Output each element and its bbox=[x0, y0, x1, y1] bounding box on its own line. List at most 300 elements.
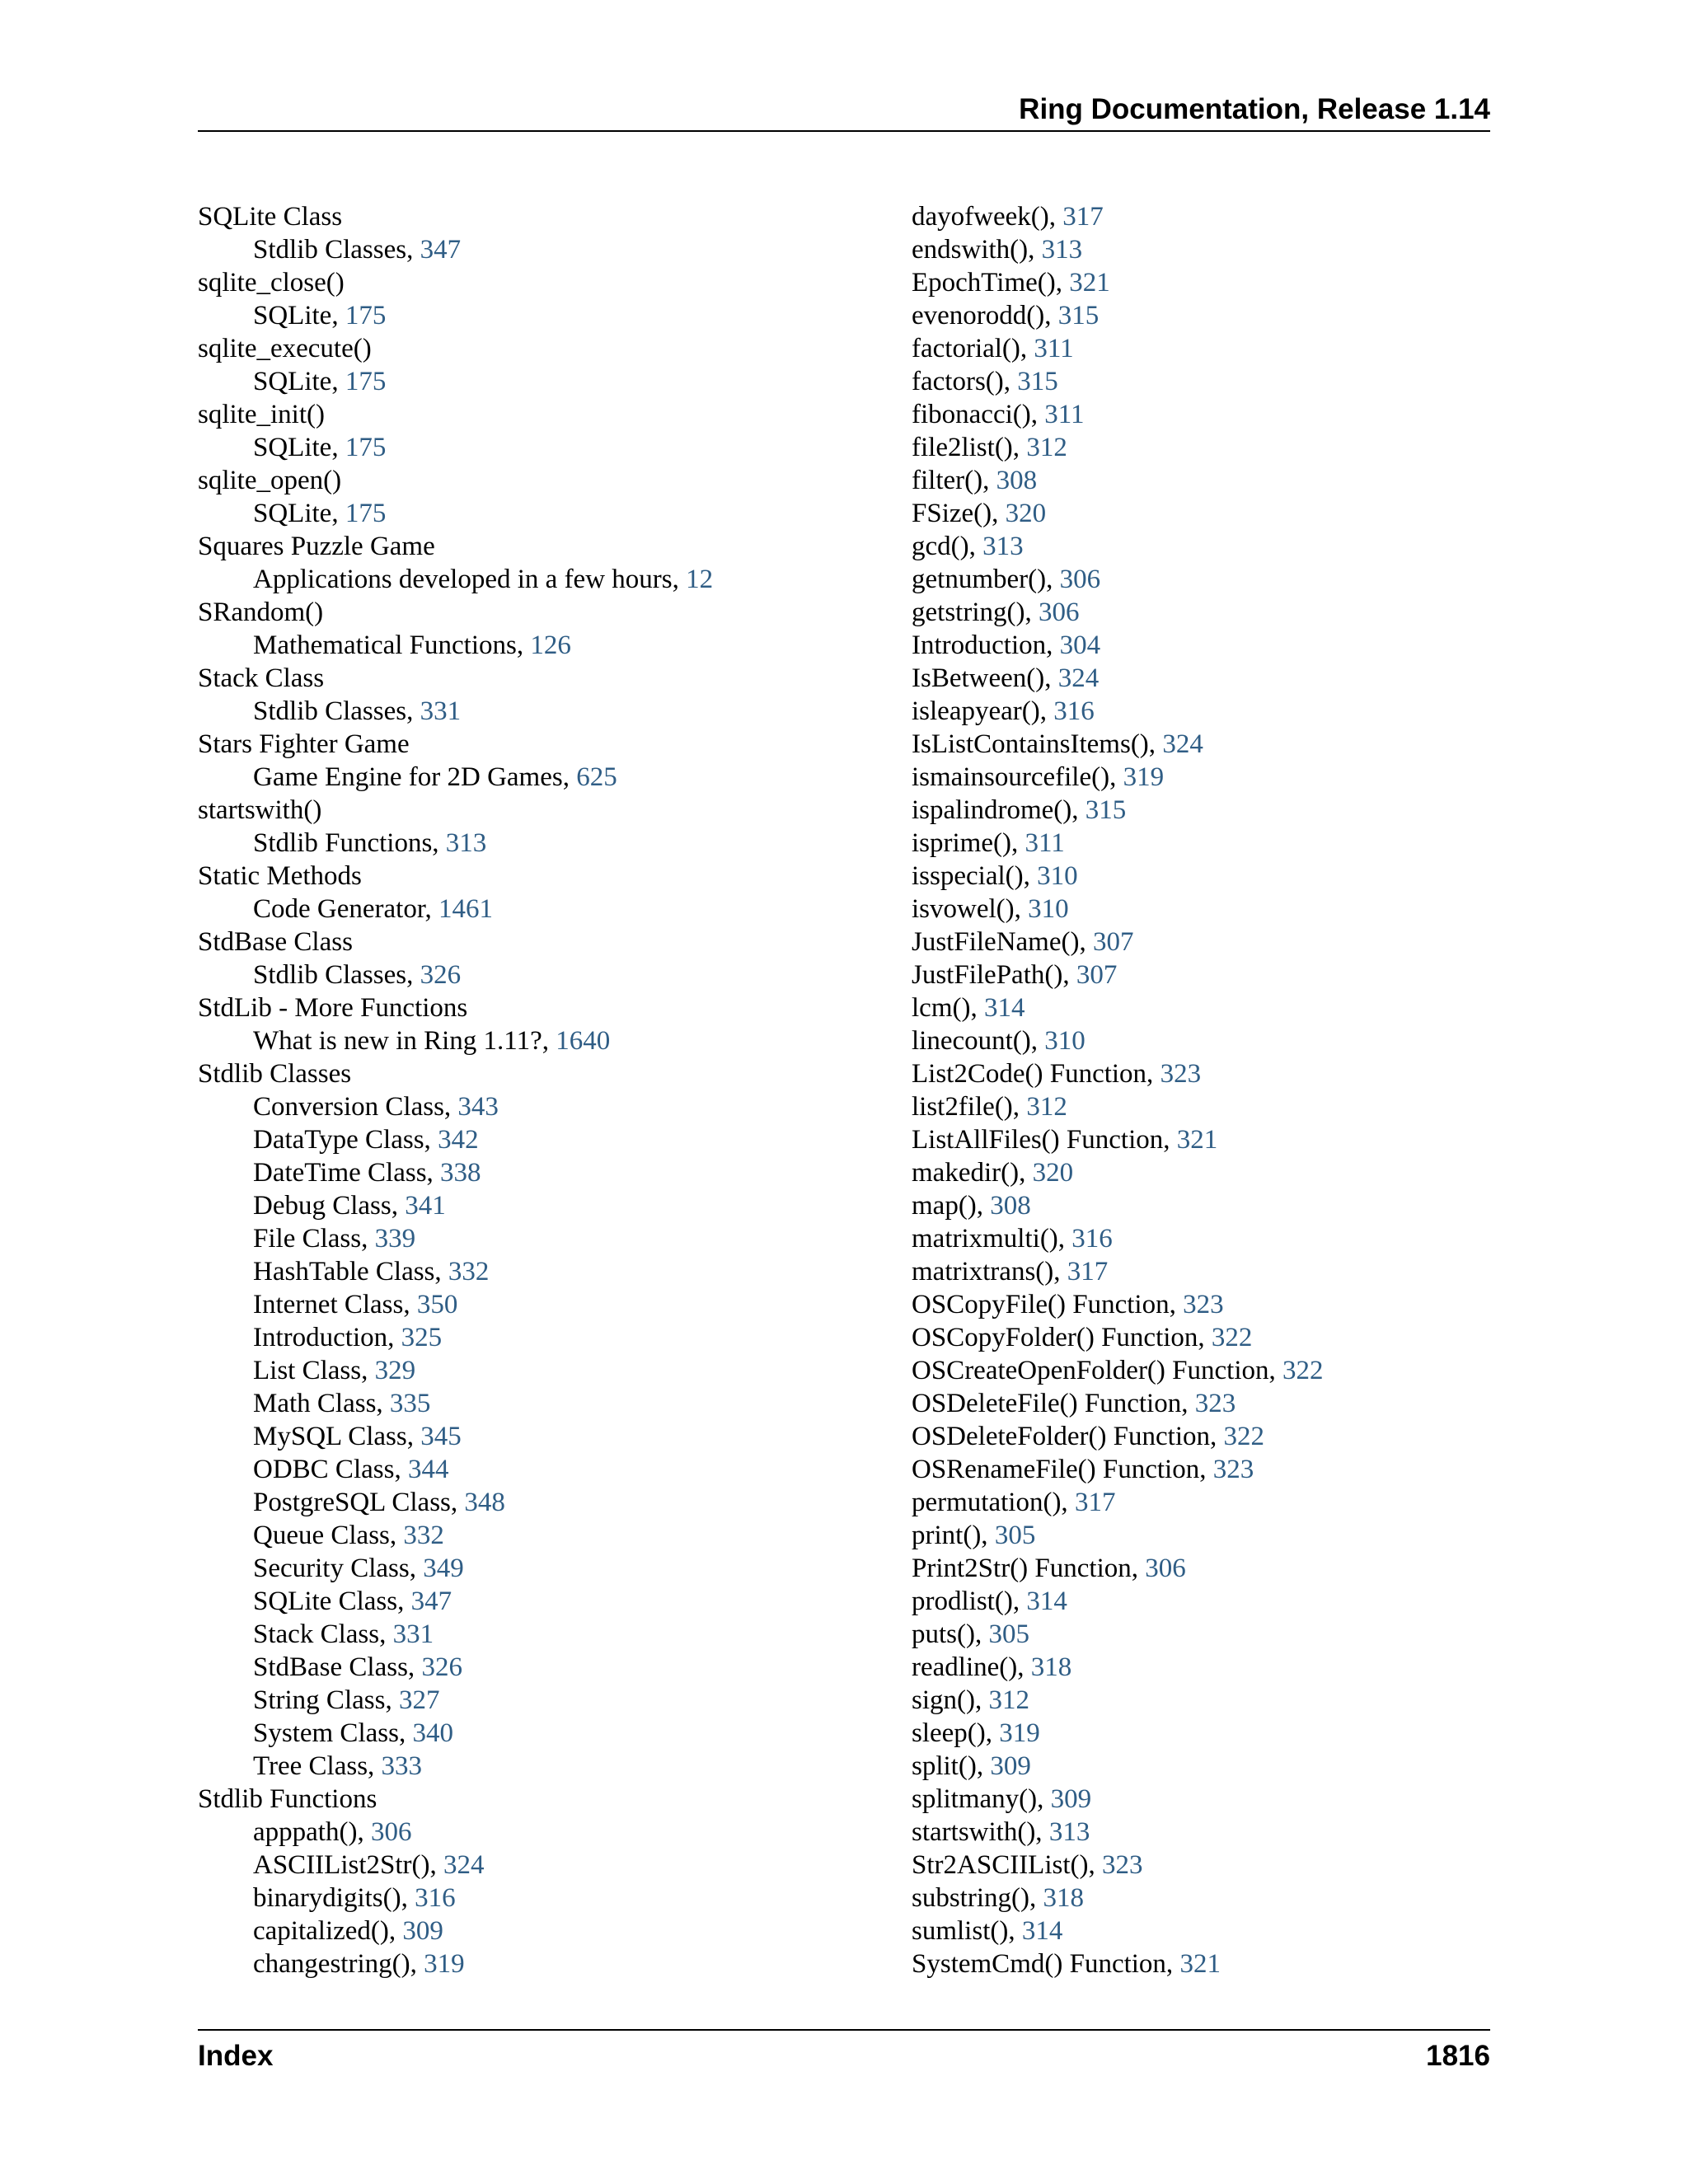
page-link[interactable]: 312 bbox=[1026, 433, 1067, 462]
index-entry bbox=[198, 266, 874, 299]
index-entry bbox=[912, 233, 1490, 266]
page-link[interactable]: 317 bbox=[1067, 1257, 1109, 1286]
page-link[interactable]: 307 bbox=[1076, 960, 1118, 990]
index-term: Internet Class, bbox=[253, 1290, 417, 1319]
index-entry bbox=[912, 893, 1490, 926]
index-entry bbox=[912, 1816, 1490, 1849]
page-link[interactable]: 311 bbox=[1034, 334, 1074, 363]
page-link[interactable]: 306 bbox=[370, 1817, 412, 1847]
index-term: isvowel(), bbox=[912, 894, 1029, 924]
index-term: Conversion Class, bbox=[253, 1092, 458, 1122]
page-link[interactable]: 308 bbox=[996, 466, 1038, 495]
index-subentry bbox=[198, 563, 874, 596]
page-link[interactable]: 326 bbox=[421, 1652, 462, 1682]
index-entry bbox=[912, 530, 1490, 563]
index-entry bbox=[912, 332, 1490, 365]
page-link[interactable]: 348 bbox=[464, 1488, 505, 1517]
index-term: lcm(), bbox=[912, 993, 984, 1023]
page-link[interactable]: 625 bbox=[576, 762, 617, 792]
index-term: OSCreateOpenFolder() Function, bbox=[912, 1356, 1282, 1385]
page-link[interactable]: 322 bbox=[1223, 1422, 1265, 1451]
page-link[interactable]: 308 bbox=[990, 1191, 1031, 1221]
index-entry bbox=[198, 398, 874, 431]
index-subentry bbox=[198, 233, 874, 266]
index-term: readline(), bbox=[912, 1652, 1031, 1682]
index-term: JustFileName(), bbox=[912, 927, 1093, 957]
page-link[interactable]: 310 bbox=[1044, 1026, 1085, 1056]
index-entry bbox=[198, 332, 874, 365]
index-term: ASCIIList2Str(), bbox=[253, 1850, 443, 1880]
document-header-title: Ring Documentation, Release 1.14 bbox=[1019, 93, 1490, 125]
index-term: list2file(), bbox=[912, 1092, 1027, 1122]
index-term: Security Class, bbox=[253, 1554, 424, 1583]
page-link[interactable]: 324 bbox=[1162, 729, 1203, 759]
index-term: sqlite_init() bbox=[198, 400, 325, 429]
page-link[interactable]: 332 bbox=[448, 1257, 490, 1286]
index-entry bbox=[912, 1255, 1490, 1288]
index-term: changestring(), bbox=[253, 1949, 424, 1979]
page-link[interactable]: 326 bbox=[420, 960, 462, 990]
index-term: matrixtrans(), bbox=[912, 1257, 1067, 1286]
page-link[interactable]: 319 bbox=[424, 1949, 465, 1979]
page-link[interactable]: 310 bbox=[1028, 894, 1069, 924]
page-link[interactable]: 320 bbox=[1032, 1158, 1074, 1188]
index-entry bbox=[912, 365, 1490, 398]
index-term: Introduction, bbox=[253, 1323, 401, 1352]
page-link[interactable]: 321 bbox=[1179, 1949, 1221, 1979]
page-link[interactable]: 344 bbox=[407, 1455, 449, 1484]
index-subentry bbox=[198, 958, 874, 991]
index-entry bbox=[198, 530, 874, 563]
index-entry bbox=[912, 1651, 1490, 1684]
index-entry bbox=[912, 1354, 1490, 1387]
index-term: StdBase Class, bbox=[253, 1652, 422, 1682]
index-entry bbox=[912, 1717, 1490, 1750]
page-link[interactable]: 311 bbox=[1044, 400, 1085, 429]
page-link[interactable]: 321 bbox=[1176, 1125, 1218, 1155]
index-subentry bbox=[198, 1882, 874, 1915]
index-term: sqlite_close() bbox=[198, 268, 345, 298]
index-subentry bbox=[198, 1156, 874, 1189]
page-link[interactable]: 306 bbox=[1145, 1554, 1186, 1583]
index-term: Static Methods bbox=[198, 861, 362, 891]
index-term: Squares Puzzle Game bbox=[198, 532, 435, 561]
page-link[interactable]: 316 bbox=[1053, 696, 1095, 726]
page-link[interactable]: 343 bbox=[457, 1092, 499, 1122]
page-link[interactable]: 319 bbox=[999, 1718, 1040, 1748]
index-term: Stdlib Classes, bbox=[253, 235, 420, 265]
index-term: PostgreSQL Class, bbox=[253, 1488, 465, 1517]
index-term: apppath(), bbox=[253, 1817, 371, 1847]
index-subentry bbox=[198, 1453, 874, 1486]
index-term: print(), bbox=[912, 1521, 995, 1550]
page-link[interactable]: 314 bbox=[1026, 1586, 1067, 1616]
index-term: IsBetween(), bbox=[912, 663, 1058, 693]
page-link[interactable]: 1461 bbox=[438, 894, 494, 924]
index-term: factorial(), bbox=[912, 334, 1034, 363]
page-link[interactable]: 175 bbox=[345, 433, 387, 462]
index-term: SRandom() bbox=[198, 598, 324, 627]
index-entry bbox=[198, 1057, 874, 1090]
index-entry bbox=[912, 761, 1490, 794]
index-term: OSDeleteFolder() Function, bbox=[912, 1422, 1224, 1451]
page-link[interactable]: 347 bbox=[410, 1586, 452, 1616]
index-entry bbox=[912, 926, 1490, 958]
page-link[interactable]: 322 bbox=[1211, 1323, 1253, 1352]
index-entry bbox=[912, 1090, 1490, 1123]
page-link[interactable]: 305 bbox=[994, 1521, 1036, 1550]
index-term: factors(), bbox=[912, 367, 1018, 396]
index-entry bbox=[198, 662, 874, 695]
index-term: String Class, bbox=[253, 1685, 399, 1715]
index-subentry bbox=[198, 1816, 874, 1849]
index-term: sleep(), bbox=[912, 1718, 1000, 1748]
index-term: OSRenameFile() Function, bbox=[912, 1455, 1213, 1484]
index-subentry bbox=[198, 893, 874, 926]
index-entry bbox=[912, 1618, 1490, 1651]
index-entry bbox=[912, 464, 1490, 497]
page-link[interactable]: 324 bbox=[1057, 663, 1100, 693]
index-entry bbox=[912, 1947, 1490, 1980]
index-term: ListAllFiles() Function, bbox=[912, 1125, 1177, 1155]
index-entry bbox=[912, 1189, 1490, 1222]
index-term: matrixmulti(), bbox=[912, 1224, 1072, 1254]
index-subentry bbox=[198, 1024, 874, 1057]
index-subentry bbox=[198, 1222, 874, 1255]
index-subentry bbox=[198, 497, 874, 530]
index-term: isleapyear(), bbox=[912, 696, 1054, 726]
index-subentry bbox=[198, 1849, 874, 1882]
index-term: sign(), bbox=[912, 1685, 989, 1715]
index-term: Tree Class, bbox=[253, 1751, 382, 1781]
index-term: isspecial(), bbox=[912, 861, 1038, 891]
index-term: SQLite, bbox=[253, 499, 345, 528]
page-link[interactable]: 175 bbox=[345, 301, 387, 330]
index-entry bbox=[198, 794, 874, 827]
index-term: makedir(), bbox=[912, 1158, 1033, 1188]
index-entry bbox=[912, 1519, 1490, 1552]
index-entry bbox=[198, 464, 874, 497]
index-term: SQLite Class, bbox=[253, 1586, 411, 1616]
index-term: Stdlib Functions, bbox=[253, 828, 446, 858]
index-term: Mathematical Functions, bbox=[253, 630, 531, 660]
index-entry bbox=[912, 299, 1490, 332]
index-subentry bbox=[198, 431, 874, 464]
page-link[interactable]: 329 bbox=[374, 1356, 416, 1385]
page-link[interactable]: 327 bbox=[398, 1685, 440, 1715]
index-entry bbox=[198, 200, 874, 233]
page-link[interactable]: 333 bbox=[381, 1751, 423, 1781]
index-term: map(), bbox=[912, 1191, 991, 1221]
index-term: SQLite, bbox=[253, 433, 345, 462]
index-entry bbox=[912, 1222, 1490, 1255]
index-entry bbox=[912, 1387, 1490, 1420]
index-term: splitmany(), bbox=[912, 1784, 1051, 1814]
page-link[interactable]: 347 bbox=[420, 235, 462, 265]
page-link[interactable]: 306 bbox=[1038, 598, 1080, 627]
index-term: Code Generator, bbox=[253, 894, 439, 924]
index-subentry bbox=[198, 1519, 874, 1552]
index-term: SQLite, bbox=[253, 367, 345, 396]
index-term: startswith() bbox=[198, 795, 322, 825]
index-subentry bbox=[198, 1090, 874, 1123]
index-subentry bbox=[198, 1321, 874, 1354]
index-term: FSize(), bbox=[912, 499, 1006, 528]
index-term: Stdlib Classes bbox=[198, 1059, 352, 1089]
page-link[interactable]: 322 bbox=[1282, 1356, 1324, 1385]
page-link[interactable]: 315 bbox=[1057, 301, 1100, 330]
index-entry bbox=[912, 1684, 1490, 1717]
page-link[interactable]: 331 bbox=[420, 696, 462, 726]
page-link[interactable]: 307 bbox=[1092, 927, 1134, 957]
page-link[interactable]: 332 bbox=[403, 1521, 444, 1550]
index-entry bbox=[912, 200, 1490, 233]
index-term: puts(), bbox=[912, 1619, 989, 1649]
index-term: Queue Class, bbox=[253, 1521, 404, 1550]
index-entry bbox=[912, 1750, 1490, 1783]
index-term: dayofweek(), bbox=[912, 202, 1063, 232]
index-entry bbox=[912, 1882, 1490, 1915]
index-term: SystemCmd() Function, bbox=[912, 1949, 1180, 1979]
index-subentry bbox=[198, 1618, 874, 1651]
index-subentry bbox=[198, 1651, 874, 1684]
index-term: fibonacci(), bbox=[912, 400, 1045, 429]
index-term: System Class, bbox=[253, 1718, 413, 1748]
page-link[interactable]: 314 bbox=[1021, 1916, 1063, 1946]
header-divider bbox=[198, 130, 1490, 132]
page-link[interactable]: 310 bbox=[1037, 861, 1078, 891]
page-link[interactable]: 315 bbox=[1017, 367, 1058, 396]
index-subentry bbox=[198, 761, 874, 794]
index-term: getnumber(), bbox=[912, 565, 1060, 594]
index-subentry bbox=[198, 1354, 874, 1387]
index-term: EpochTime(), bbox=[912, 268, 1070, 298]
page-link[interactable]: 335 bbox=[389, 1389, 431, 1418]
index-term: startswith(), bbox=[912, 1817, 1049, 1847]
index-term: isprime(), bbox=[912, 828, 1025, 858]
index-term: OSCopyFolder() Function, bbox=[912, 1323, 1212, 1352]
page-link[interactable]: 311 bbox=[1025, 828, 1065, 858]
index-term: Stack Class bbox=[198, 663, 325, 693]
index-term: JustFilePath(), bbox=[912, 960, 1076, 990]
index-entry bbox=[912, 1057, 1490, 1090]
page-link[interactable]: 320 bbox=[1005, 499, 1047, 528]
page-link[interactable]: 341 bbox=[405, 1191, 446, 1221]
index-entry bbox=[198, 926, 874, 958]
index-subentry bbox=[198, 1552, 874, 1585]
page-link[interactable]: 12 bbox=[686, 565, 714, 594]
index-entry bbox=[912, 1486, 1490, 1519]
index-term: Stars Fighter Game bbox=[198, 729, 410, 759]
index-subentry bbox=[198, 1189, 874, 1222]
index-term: substring(), bbox=[912, 1883, 1043, 1913]
page-link[interactable]: 321 bbox=[1069, 268, 1110, 298]
index-entry bbox=[912, 497, 1490, 530]
index-term: ispalindrome(), bbox=[912, 795, 1085, 825]
index-entry bbox=[912, 1783, 1490, 1816]
page-link[interactable]: 331 bbox=[392, 1619, 434, 1649]
page-link[interactable]: 319 bbox=[1123, 762, 1165, 792]
index-term: Stdlib Functions bbox=[198, 1784, 377, 1814]
index-term: Game Engine for 2D Games, bbox=[253, 762, 577, 792]
index-subentry bbox=[198, 1486, 874, 1519]
page-link[interactable]: 175 bbox=[345, 367, 387, 396]
index-term: split(), bbox=[912, 1751, 991, 1781]
index-subentry bbox=[198, 1123, 874, 1156]
index-term: DateTime Class, bbox=[253, 1158, 441, 1188]
page-link[interactable]: 340 bbox=[412, 1718, 453, 1748]
page-link[interactable]: 1640 bbox=[556, 1026, 611, 1056]
page-link[interactable]: 313 bbox=[1041, 235, 1083, 265]
index-entry bbox=[912, 827, 1490, 860]
page-link[interactable]: 338 bbox=[440, 1158, 481, 1188]
index-term: binarydigits(), bbox=[253, 1883, 415, 1913]
index-entry bbox=[912, 431, 1490, 464]
index-term: IsListContainsItems(), bbox=[912, 729, 1163, 759]
page-link[interactable]: 324 bbox=[443, 1850, 485, 1880]
page-link[interactable]: 317 bbox=[1074, 1488, 1116, 1517]
page-link[interactable]: 306 bbox=[1059, 565, 1101, 594]
index-term: sumlist(), bbox=[912, 1916, 1022, 1946]
index-entry bbox=[912, 1849, 1490, 1882]
index-term: prodlist(), bbox=[912, 1586, 1027, 1616]
page-link[interactable]: 312 bbox=[1026, 1092, 1067, 1122]
page-link[interactable]: 316 bbox=[1071, 1224, 1113, 1254]
index-entry bbox=[198, 991, 874, 1024]
index-subentry bbox=[198, 365, 874, 398]
index-term: getstring(), bbox=[912, 598, 1039, 627]
index-entry bbox=[912, 266, 1490, 299]
page-link[interactable]: 313 bbox=[1048, 1817, 1090, 1847]
index-subentry bbox=[198, 827, 874, 860]
index-entry bbox=[198, 860, 874, 893]
index-term: sqlite_execute() bbox=[198, 334, 372, 363]
index-term: What is new in Ring 1.11?, bbox=[253, 1026, 556, 1056]
page-link[interactable]: 323 bbox=[1194, 1389, 1236, 1418]
page-link[interactable]: 318 bbox=[1043, 1883, 1084, 1913]
footer-page-number: 1816 bbox=[1426, 2040, 1490, 2072]
page-link[interactable]: 318 bbox=[1030, 1652, 1072, 1682]
index-entry bbox=[912, 563, 1490, 596]
index-subentry bbox=[198, 1915, 874, 1947]
index-entry bbox=[912, 794, 1490, 827]
index-term: SQLite, bbox=[253, 301, 345, 330]
index-term: SQLite Class bbox=[198, 202, 343, 232]
index-entry bbox=[912, 1453, 1490, 1486]
page-link[interactable]: 323 bbox=[1160, 1059, 1202, 1089]
index-entry bbox=[912, 1552, 1490, 1585]
index-term: Introduction, bbox=[912, 630, 1060, 660]
page-link[interactable]: 316 bbox=[415, 1883, 456, 1913]
index-entry bbox=[912, 596, 1490, 629]
index-entry bbox=[912, 398, 1490, 431]
index-subentry bbox=[198, 1684, 874, 1717]
index-term: Print2Str() Function, bbox=[912, 1554, 1146, 1583]
page-link[interactable]: 309 bbox=[990, 1751, 1031, 1781]
index-subentry bbox=[198, 299, 874, 332]
index-term: Stdlib Classes, bbox=[253, 696, 420, 726]
page-link[interactable]: 323 bbox=[1212, 1455, 1254, 1484]
index-entry bbox=[912, 1156, 1490, 1189]
index-entry bbox=[198, 1783, 874, 1816]
page-link[interactable]: 313 bbox=[982, 532, 1024, 561]
page-link[interactable]: 345 bbox=[420, 1422, 462, 1451]
index-term: Debug Class, bbox=[253, 1191, 406, 1221]
page-link[interactable]: 317 bbox=[1062, 202, 1104, 232]
index-subentry bbox=[198, 1585, 874, 1618]
index-term: File Class, bbox=[253, 1224, 375, 1254]
index-term: gcd(), bbox=[912, 532, 983, 561]
index-term: sqlite_open() bbox=[198, 466, 342, 495]
index-term: filter(), bbox=[912, 466, 996, 495]
index-column-left bbox=[198, 200, 874, 1980]
index-entry bbox=[912, 695, 1490, 728]
index-term: Applications developed in a few hours, bbox=[253, 565, 687, 594]
page-link[interactable]: 342 bbox=[438, 1125, 479, 1155]
index-entry bbox=[912, 991, 1490, 1024]
page-link[interactable]: 309 bbox=[402, 1916, 443, 1946]
index-term: StdLib - More Functions bbox=[198, 993, 468, 1023]
page-link[interactable]: 312 bbox=[988, 1685, 1029, 1715]
index-term: MySQL Class, bbox=[253, 1422, 421, 1451]
index-term: List2Code() Function, bbox=[912, 1059, 1160, 1089]
page-link[interactable]: 313 bbox=[445, 828, 487, 858]
index-term: evenorodd(), bbox=[912, 301, 1058, 330]
index-entry bbox=[912, 629, 1490, 662]
index-entry bbox=[198, 596, 874, 629]
index-term: ismainsourcefile(), bbox=[912, 762, 1123, 792]
page-link[interactable]: 126 bbox=[530, 630, 571, 660]
page-link[interactable]: 323 bbox=[1183, 1290, 1224, 1319]
page-link[interactable]: 314 bbox=[983, 993, 1025, 1023]
index-term: file2list(), bbox=[912, 433, 1027, 462]
page-link[interactable]: 339 bbox=[374, 1224, 416, 1254]
index-term: StdBase Class bbox=[198, 927, 353, 957]
index-term: Stdlib Classes, bbox=[253, 960, 420, 990]
index-term: Math Class, bbox=[253, 1389, 390, 1418]
index-subentry bbox=[198, 695, 874, 728]
index-term: OSCopyFile() Function, bbox=[912, 1290, 1184, 1319]
page-link[interactable]: 309 bbox=[1050, 1784, 1092, 1814]
index-term: Stack Class, bbox=[253, 1619, 393, 1649]
index-term: OSDeleteFile() Function, bbox=[912, 1389, 1195, 1418]
index-entry bbox=[912, 1123, 1490, 1156]
index-subentry bbox=[198, 1420, 874, 1453]
index-subentry bbox=[198, 1255, 874, 1288]
index-entry bbox=[912, 1420, 1490, 1453]
index-term: permutation(), bbox=[912, 1488, 1075, 1517]
index-subentry bbox=[198, 1717, 874, 1750]
page-link[interactable]: 325 bbox=[401, 1323, 443, 1352]
index-subentry bbox=[198, 1947, 874, 1980]
index-term: endswith(), bbox=[912, 235, 1042, 265]
page-link[interactable]: 323 bbox=[1102, 1850, 1143, 1880]
page-link[interactable]: 305 bbox=[988, 1619, 1029, 1649]
index-entry bbox=[198, 728, 874, 761]
index-term: linecount(), bbox=[912, 1026, 1045, 1056]
index-subentry bbox=[198, 1387, 874, 1420]
page-link[interactable]: 349 bbox=[423, 1554, 464, 1583]
index-entry bbox=[912, 1288, 1490, 1321]
page-link[interactable]: 175 bbox=[345, 499, 387, 528]
index-term: Str2ASCIIList(), bbox=[912, 1850, 1102, 1880]
page-link[interactable]: 350 bbox=[416, 1290, 458, 1319]
index-term: capitalized(), bbox=[253, 1916, 403, 1946]
page-link[interactable]: 304 bbox=[1059, 630, 1101, 660]
page-link[interactable]: 315 bbox=[1085, 795, 1127, 825]
index-entry bbox=[912, 1321, 1490, 1354]
index-entry bbox=[912, 1915, 1490, 1947]
